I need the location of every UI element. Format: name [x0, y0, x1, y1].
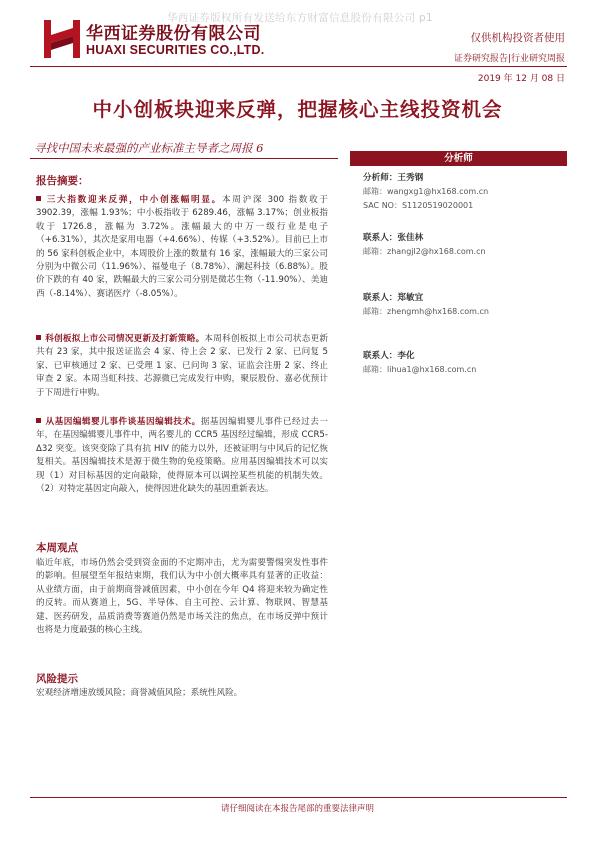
contact-entry	[363, 231, 563, 257]
view-body: 临近年底，市场仍然会受到资金面的不定期冲击，尤为需要警惕突发性事件的影响。但展望至年报结束期，我们认为中小创大概率具有显著的正收益：从业绩方面，由于前期商誉减值因素，中小创在今年 Q4 将迎来较为确定性的反转。而从赛道上，5G、半导体、自主可控、云计算、物联网、智慧基建、医药研发，品质消费等赛道仍然是市场关注的焦点，在市场反弹中预计也将是力度最强的核心主线。	[36, 558, 328, 636]
summary-heading: 报告摘要：	[36, 175, 89, 187]
header-divider	[30, 66, 567, 67]
paragraph-body: 本周科创板拟上市公司状态更新共有 23 家，其中报送证监会 4 家、待上会 2 家、已发行 2 家、已问复 5 家、已审核通过 2 家、已受理 1 家、已问询 3 家、证监会注册 2 家、终止审查 2 家。本周当虹科技、芯源微已完成发行申购，聚辰股份、嘉必优预计于下周进行申购。	[36, 334, 328, 398]
huaxi-logo-icon	[44, 20, 80, 58]
square-bullet-icon	[36, 335, 41, 340]
logo-text-cn: 华西证券股份有限公司	[86, 24, 261, 44]
paragraph-highlight: 三大指数迎来反弹，中小创涨幅明显。	[45, 195, 222, 205]
watermark: 华西证券版权所有发送给东方财富信息股份有限公司 p1	[167, 12, 433, 24]
square-bullet-icon	[36, 196, 41, 201]
risk-heading: 风险提示	[36, 673, 78, 685]
contact-name: 联系人：郑敏宜	[363, 293, 424, 303]
view-heading: 本周观点	[36, 542, 78, 554]
analyst-name: 分析师：王秀钢	[363, 173, 424, 183]
summary-paragraph-2	[36, 333, 328, 400]
analyst-panel	[350, 151, 567, 374]
paragraph-highlight: 科创板拟上市公司情况更新及打新策略。	[45, 334, 205, 344]
report-subtitle: 寻找中国未来最强的产业标准主导者之周报 6	[34, 141, 264, 155]
risk-body: 宏观经济增速放缓风险；商誉减值风险；系统性风险。	[36, 688, 243, 698]
report-date: 2019 年 12 月 08 日	[477, 74, 565, 84]
audience-note: 仅供机构投资者使用	[470, 32, 565, 44]
logo-text-en: HUAXI SECURITIES CO.,LTD.	[86, 43, 265, 57]
summary-paragraph-1	[36, 194, 328, 301]
contact-name: 联系人：张佳林	[363, 233, 424, 243]
report-category: 证券研究报告|行业研究周报	[453, 54, 565, 64]
paragraph-highlight: 从基因编辑婴儿事件谈基因编辑技术。	[45, 417, 201, 427]
contact-entry	[363, 291, 563, 317]
contact-entry	[363, 349, 563, 375]
subtitle-divider	[30, 158, 338, 159]
analyst-sac: SAC NO：S1120519020001	[363, 201, 474, 210]
paragraph-body: 据基因编辑婴儿事件已经过去一年，在基因编辑婴儿事件中，两名婴儿的 CCR5 基因经过编辑，形成 CCR5-Δ32 突变。该突变除了具有抗 HIV 的能力以外，还被证明与中风后的记忆恢复相关。基因编辑技术是源于微生物的免疫策略。应用基因编辑技术可以实现（1）对目标基因的定向敲除，使得原本可以调控某些机能的机制失效。（2）对特定基因定向敲入，使得因进化缺失的基因重新表达。	[36, 417, 328, 495]
analyst-panel-title: 分析师	[350, 151, 567, 166]
contact-email: 邮箱：lihua1@hx168.com.cn	[363, 365, 477, 374]
paragraph-body: 本周沪深 300 指数收于 3902.39，涨幅 1.93%；中小板指收于 6289.46，涨幅 3.17%；创业板指收于 1726.8，涨幅为 3.72%。涨幅最大的中万一级行业是电子（+6.31%），其次是家用电器（+4.66%）、传媒（+3.52%）。目前已上市的 56 家科创板企业中，本周股价上涨的数量有 16 家，涨幅最大的三家公司分别为中微公司（11.96%）、福曼电子（8.78%）、澜起科技（6.88%）。股价下跌的有 40 家，跌幅最大的三家公司分别是微芯生物（-11.90%）、美迪西（-8.14%）、赛诺医疗（-8.05%）。	[36, 195, 328, 299]
contact-name: 联系人：李化	[363, 351, 415, 361]
contact-email: 邮箱：zhangjl2@hx168.com.cn	[363, 247, 486, 256]
legal-notice: 请仔细阅读在本报告尾部的重要法律声明	[220, 804, 374, 814]
report-title: 中小创板块迎来反弹，把握核心主线投资机会	[92, 98, 503, 121]
contact-email: 邮箱：zhengmh@hx168.com.cn	[363, 307, 489, 316]
analyst-entry	[363, 171, 563, 211]
square-bullet-icon	[36, 418, 41, 423]
summary-paragraph-3	[36, 416, 328, 496]
analyst-email: 邮箱：wangxg1@hx168.com.cn	[363, 187, 489, 196]
footer-divider	[30, 797, 567, 798]
